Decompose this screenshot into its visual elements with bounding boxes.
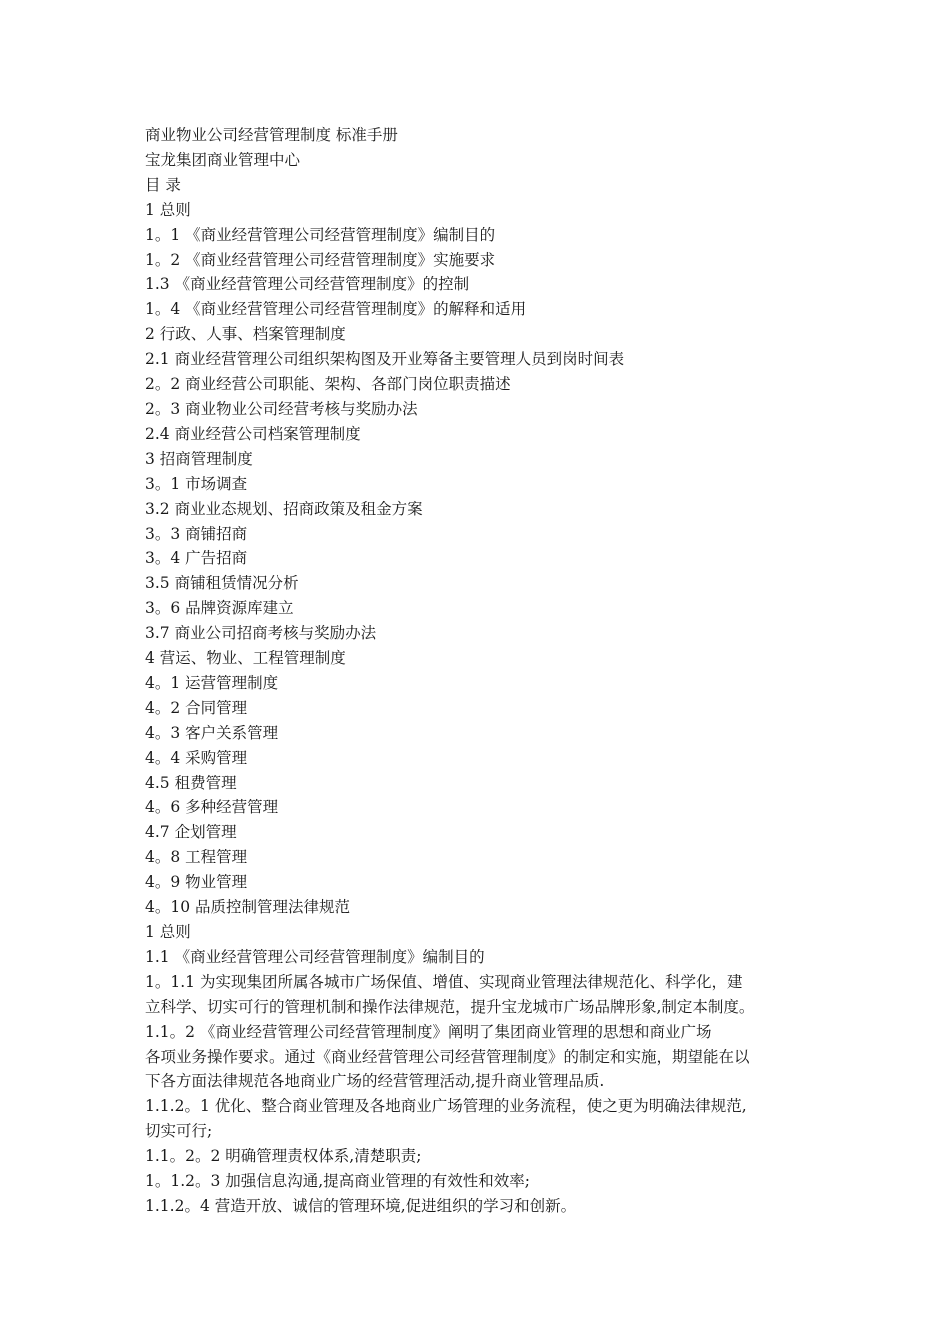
toc-item: 3。4 广告招商 [145,549,248,568]
toc-item: 4。1 运营管理制度 [145,673,279,692]
toc-item: 4。3 客户关系管理 [145,723,279,742]
toc-item: 3 招商管理制度 [145,449,253,468]
table-of-contents [145,198,805,920]
toc-item: 1。1 《商业经营管理公司经营管理制度》编制目的 [145,225,496,244]
paragraph-line: 各项业务操作要求。通过《商业经营管理公司经营管理制度》的制定和实施，期望能在以 [145,1047,750,1066]
document-title: 商业物业公司经营管理制度 标准手册 [145,126,398,144]
toc-item: 2.1 商业经营管理公司组织架构图及开业筹备主要管理人员到岗时间表 [145,350,625,369]
document-content [145,123,805,1219]
toc-item: 3.7 商业公司招商考核与奖励办法 [145,624,377,643]
toc-item: 4。9 物业管理 [145,873,248,892]
toc-item: 3。3 商铺招商 [145,524,248,543]
toc-item: 1。4 《商业经营管理公司经营管理制度》的解释和适用 [145,300,527,319]
toc-item: 2.4 商业经营公司档案管理制度 [145,424,361,443]
toc-item: 3。6 品牌资源库建立 [145,599,294,618]
subsection-heading: 1.1 《商业经营管理公司经营管理制度》编制目的 [145,947,485,966]
toc-item: 1 总则 [145,200,191,219]
toc-item: 2。2 商业经营公司职能、架构、各部门岗位职责描述 [145,375,511,394]
paragraph-line: 1。1.2。3 加强信息沟通,提高商业管理的有效性和效率; [145,1172,530,1191]
toc-item: 4。10 品质控制管理法律规范 [145,898,351,917]
paragraph-line: 1.1.2。4 营造开放、诚信的管理环境,促进组织的学习和创新。 [145,1196,577,1215]
toc-item: 4.7 企划管理 [145,823,237,842]
paragraph-line: 1.1。2。2 明确管理责权体系,清楚职责; [145,1147,422,1166]
toc-item: 3.5 商铺租赁情况分析 [145,574,299,593]
toc-item: 4。6 多种经营管理 [145,798,279,817]
toc-item: 1。2 《商业经营管理公司经营管理制度》实施要求 [145,250,496,269]
paragraph-line: 切实可行; [145,1122,213,1141]
toc-item: 2 行政、人事、档案管理制度 [145,325,346,344]
toc-item: 4 营运、物业、工程管理制度 [145,649,346,668]
toc-item: 1.3 《商业经营管理公司经营管理制度》的控制 [145,275,470,294]
section-heading: 1 总则 [145,923,191,941]
toc-item: 4。2 合同管理 [145,698,248,717]
paragraph-line: 1.1.2。1 优化、整合商业管理及各地商业广场管理的业务流程，使之更为明确法律规范, [145,1097,747,1116]
toc-item: 2。3 商业物业公司经营考核与奖励办法 [145,399,418,418]
toc-item: 3。1 市场调查 [145,474,248,493]
toc-item: 4.5 租费管理 [145,773,237,792]
paragraph-line: 下各方面法律规范各地商业广场的经营管理活动,提升商业管理品质. [145,1072,605,1091]
paragraph-line: 1.1。2 《商业经营管理公司经营管理制度》阐明了集团商业管理的思想和商业广场 [145,1022,712,1041]
toc-item: 4。4 采购管理 [145,748,248,767]
toc-heading: 目 录 [145,175,181,194]
document-body [145,920,805,1219]
toc-item: 3.2 商业业态规划、招商政策及租金方案 [145,499,423,518]
toc-item: 4。8 工程管理 [145,848,248,867]
paragraph-line: 1。1.1 为实现集团所属各城市广场保值、增值、实现商业管理法律规范化、科学化，建 [145,972,743,991]
paragraph-line: 立科学、切实可行的管理机制和操作法律规范，提升宝龙城市广场品牌形象,制定本制度。 [145,997,755,1016]
organization-name: 宝龙集团商业管理中心 [145,150,301,169]
